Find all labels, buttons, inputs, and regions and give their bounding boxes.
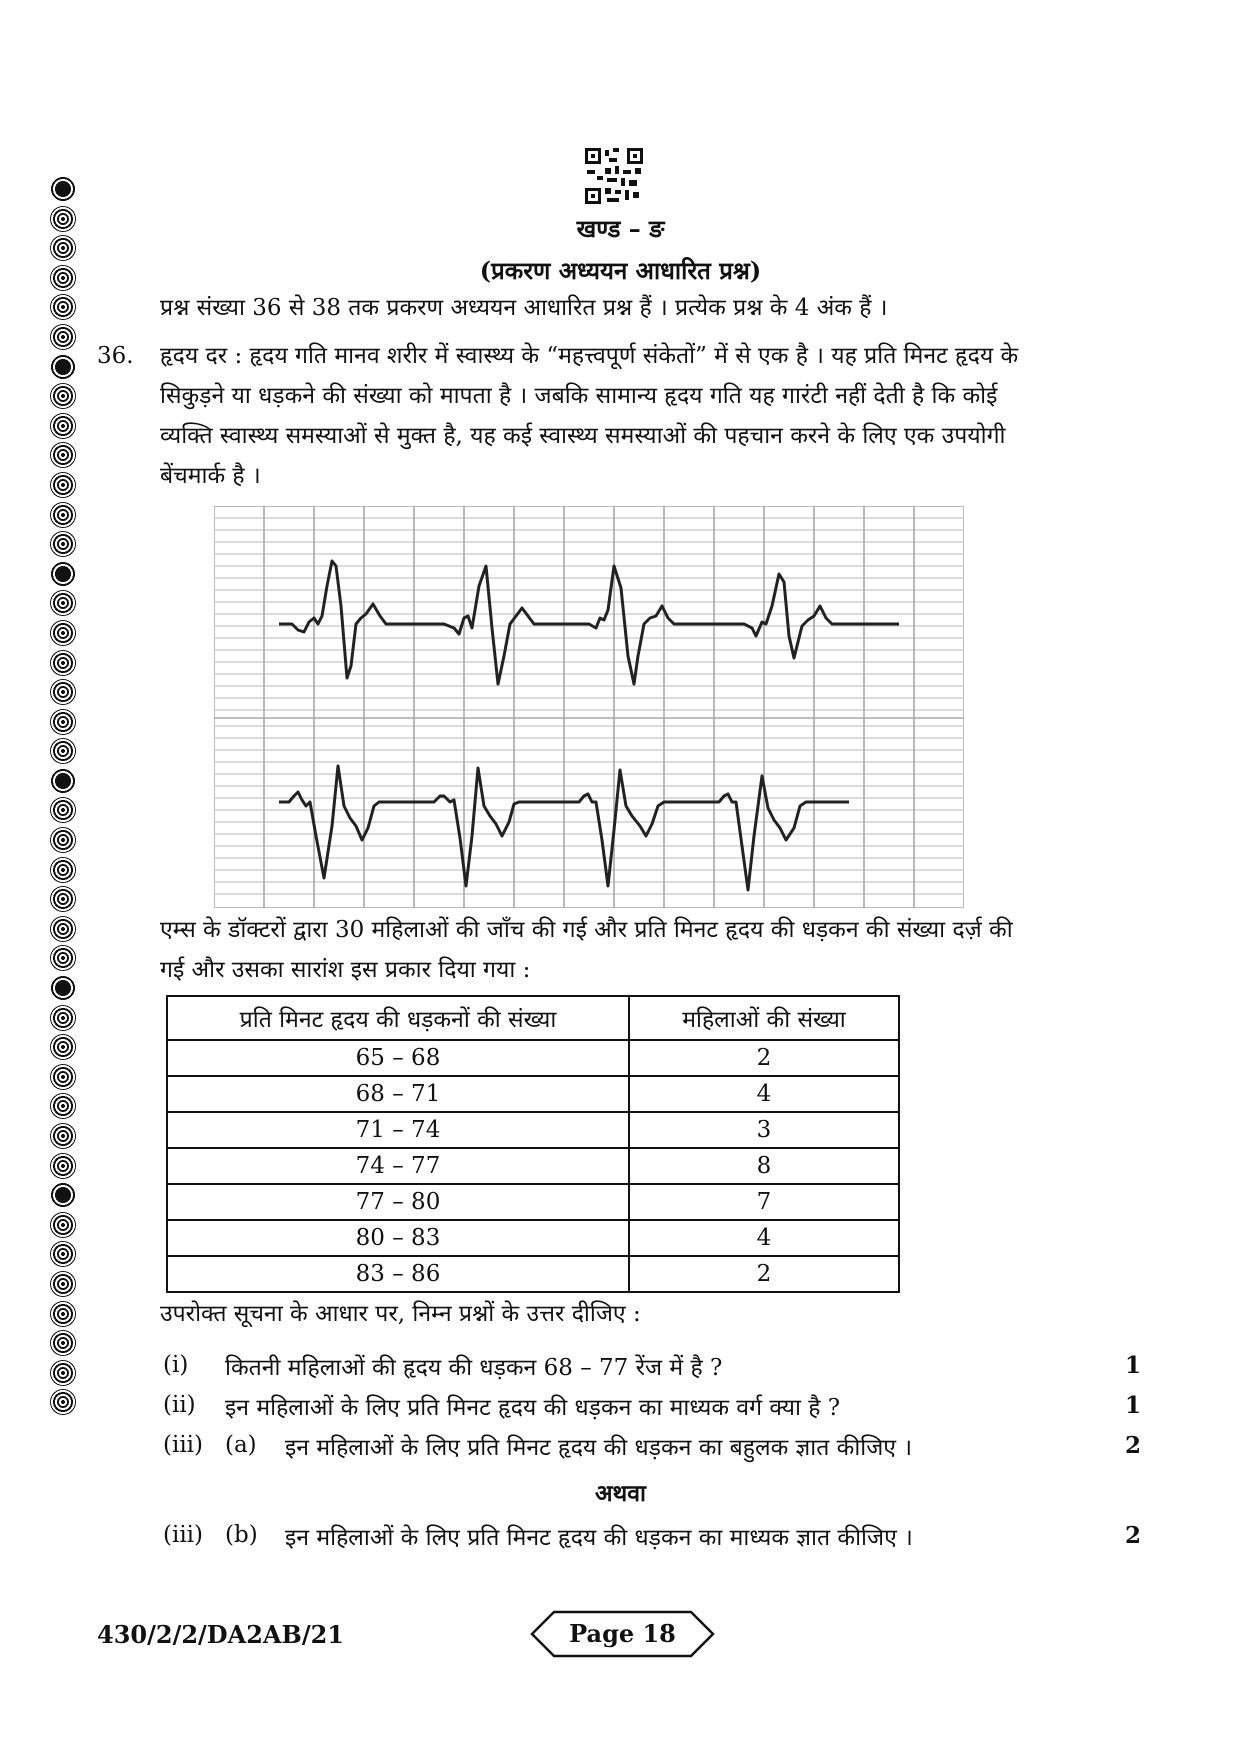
table-cell-range: 68 – 71: [167, 1076, 629, 1112]
table-cell-count: 8: [629, 1148, 899, 1184]
margin-ring-icon: [50, 1301, 76, 1327]
margin-ring-icon: [50, 975, 76, 1001]
table-row: [167, 1112, 899, 1148]
table-cell-range: 74 – 77: [167, 1148, 629, 1184]
margin-ring-icon: [50, 442, 76, 468]
table-cell-range: 77 – 80: [167, 1184, 629, 1220]
table-cell-count: 4: [629, 1220, 899, 1256]
margin-ring-icon: [50, 679, 76, 705]
subpart-label: (ii): [163, 1392, 196, 1418]
margin-ring-icon: [50, 1064, 76, 1090]
margin-ring-icon: [50, 413, 76, 439]
margin-ring-icon: [50, 324, 76, 350]
table-header-beats: प्रति मिनट हृदय की धड़कनों की संख्या: [167, 996, 629, 1040]
subpart-marks: 1: [1125, 1352, 1142, 1379]
margin-ring-icon: [50, 945, 76, 971]
margin-ring-icon: [50, 590, 76, 616]
subpart-label: (iii): [163, 1432, 204, 1458]
margin-ring-icon: [50, 502, 76, 528]
margin-ring-icon: [50, 797, 76, 823]
page-number: Page 18: [569, 1619, 676, 1648]
ecg-graph-illustration: [214, 506, 964, 908]
subpart-text: इन महिलाओं के लिए प्रति मिनट हृदय की धड़कन का बहुलक ज्ञात कीजिए ।: [285, 1435, 913, 1461]
table-cell-range: 83 – 86: [167, 1256, 629, 1292]
table-header-women: महिलाओं की संख्या: [629, 996, 899, 1040]
margin-ring-icon: [50, 354, 76, 380]
heart-rate-table: [166, 995, 900, 1293]
table-row: [167, 1256, 899, 1292]
question-intro: [160, 336, 1100, 496]
table-cell-count: 7: [629, 1184, 899, 1220]
subpart-label: (i): [163, 1352, 189, 1378]
margin-ring-icon: [50, 472, 76, 498]
subpart-sublabel: (a): [225, 1432, 257, 1458]
table-cell-count: 4: [629, 1076, 899, 1112]
section-title: खण्ड – ङ: [576, 214, 665, 243]
subpart-text: कितनी महिलाओं की हृदय की धड़कन 68 – 77 रेंज में है ?: [225, 1355, 723, 1381]
subpart-marks: 1: [1125, 1392, 1142, 1419]
margin-ring-icon: [50, 620, 76, 646]
table-row: [167, 1040, 899, 1076]
margin-ring-icon: [50, 650, 76, 676]
margin-ring-icon: [50, 1360, 76, 1386]
margin-ring-icon: [50, 176, 76, 202]
margin-ring-icon: [50, 1389, 76, 1415]
margin-ring-strip: [50, 176, 82, 1419]
margin-ring-icon: [50, 886, 76, 912]
table-row: [167, 1076, 899, 1112]
subpart-text: इन महिलाओं के लिए प्रति मिनट हृदय की धड़कन का माध्यक ज्ञात कीजिए ।: [285, 1525, 913, 1551]
table-row: [167, 1184, 899, 1220]
subpart-label: (iii): [163, 1522, 204, 1548]
margin-ring-icon: [50, 1241, 76, 1267]
margin-ring-icon: [50, 531, 76, 557]
margin-ring-icon: [50, 709, 76, 735]
survey-line: एम्स के डॉक्टरों द्वारा 30 महिलाओं की जाँच की गई और प्रति मिनट हृदय की धड़कन की संख्या दर्ज़ की: [160, 917, 1013, 943]
survey-text: [160, 910, 1100, 990]
margin-ring-icon: [50, 561, 76, 587]
margin-ring-icon: [50, 1034, 76, 1060]
section-instruction: प्रश्न संख्या 36 से 38 तक प्रकरण अध्ययन आधारित प्रश्न हैं । प्रत्येक प्रश्न के 4 अंक हैं ।: [160, 295, 888, 321]
intro-line: बेंचमार्क है ।: [160, 463, 261, 489]
margin-ring-icon: [50, 1212, 76, 1238]
margin-ring-icon: [50, 827, 76, 853]
page-number-badge: [530, 1610, 715, 1658]
margin-ring-icon: [50, 1005, 76, 1031]
intro-line: सिकुड़ने या धड़कने की संख्या को मापता है । जबकि सामान्य हृदय गति यह गारंटी नहीं देती है कि कोई: [160, 383, 998, 409]
margin-ring-icon: [50, 1123, 76, 1149]
table-row: [167, 1220, 899, 1256]
intro-line: व्यक्ति स्वास्थ्य समस्याओं से मुक्त है, यह कई स्वास्थ्य समस्याओं की पहचान करने के लिए एक उपयोगी: [160, 423, 1006, 449]
table-cell-count: 3: [629, 1112, 899, 1148]
table-cell-count: 2: [629, 1256, 899, 1292]
subpart-marks: 2: [1125, 1522, 1142, 1549]
margin-ring-icon: [50, 768, 76, 794]
subpart-marks: 2: [1125, 1432, 1142, 1459]
table-cell-range: 80 – 83: [167, 1220, 629, 1256]
intro-line: हृदय दर : हृदय गति मानव शरीर में स्वास्थ्य के “महत्त्वपूर्ण संकेतों” में से एक है । यह प्रति मिनट हृदय के: [160, 343, 1019, 369]
subpart-text: इन महिलाओं के लिए प्रति मिनट हृदय की धड़कन का माध्यक वर्ग क्या है ?: [225, 1395, 841, 1421]
margin-ring-icon: [50, 294, 76, 320]
table-cell-range: 65 – 68: [167, 1040, 629, 1076]
subpart-sublabel: (b): [225, 1522, 258, 1548]
table-row: [167, 1148, 899, 1184]
answer-prompt: उपरोक्त सूचना के आधार पर, निम्न प्रश्नों के उत्तर दीजिए :: [160, 1301, 641, 1327]
margin-ring-icon: [50, 916, 76, 942]
margin-ring-icon: [50, 1153, 76, 1179]
paper-code: 430/2/2/DA2AB/21: [97, 1620, 344, 1649]
table-cell-range: 71 – 74: [167, 1112, 629, 1148]
margin-ring-icon: [50, 1271, 76, 1297]
margin-ring-icon: [50, 383, 76, 409]
margin-ring-icon: [50, 738, 76, 764]
margin-ring-icon: [50, 1182, 76, 1208]
section-subtitle: (प्रकरण अध्ययन आधारित प्रश्न): [479, 256, 762, 285]
qr-code-icon: [585, 148, 643, 204]
margin-ring-icon: [50, 1093, 76, 1119]
survey-line: गई और उसका सारांश इस प्रकार दिया गया :: [160, 957, 531, 983]
question-number: 36.: [97, 343, 134, 369]
margin-ring-icon: [50, 857, 76, 883]
or-separator: अथवा: [594, 1480, 646, 1507]
table-header-row: [167, 996, 899, 1040]
table-cell-count: 2: [629, 1040, 899, 1076]
margin-ring-icon: [50, 1330, 76, 1356]
